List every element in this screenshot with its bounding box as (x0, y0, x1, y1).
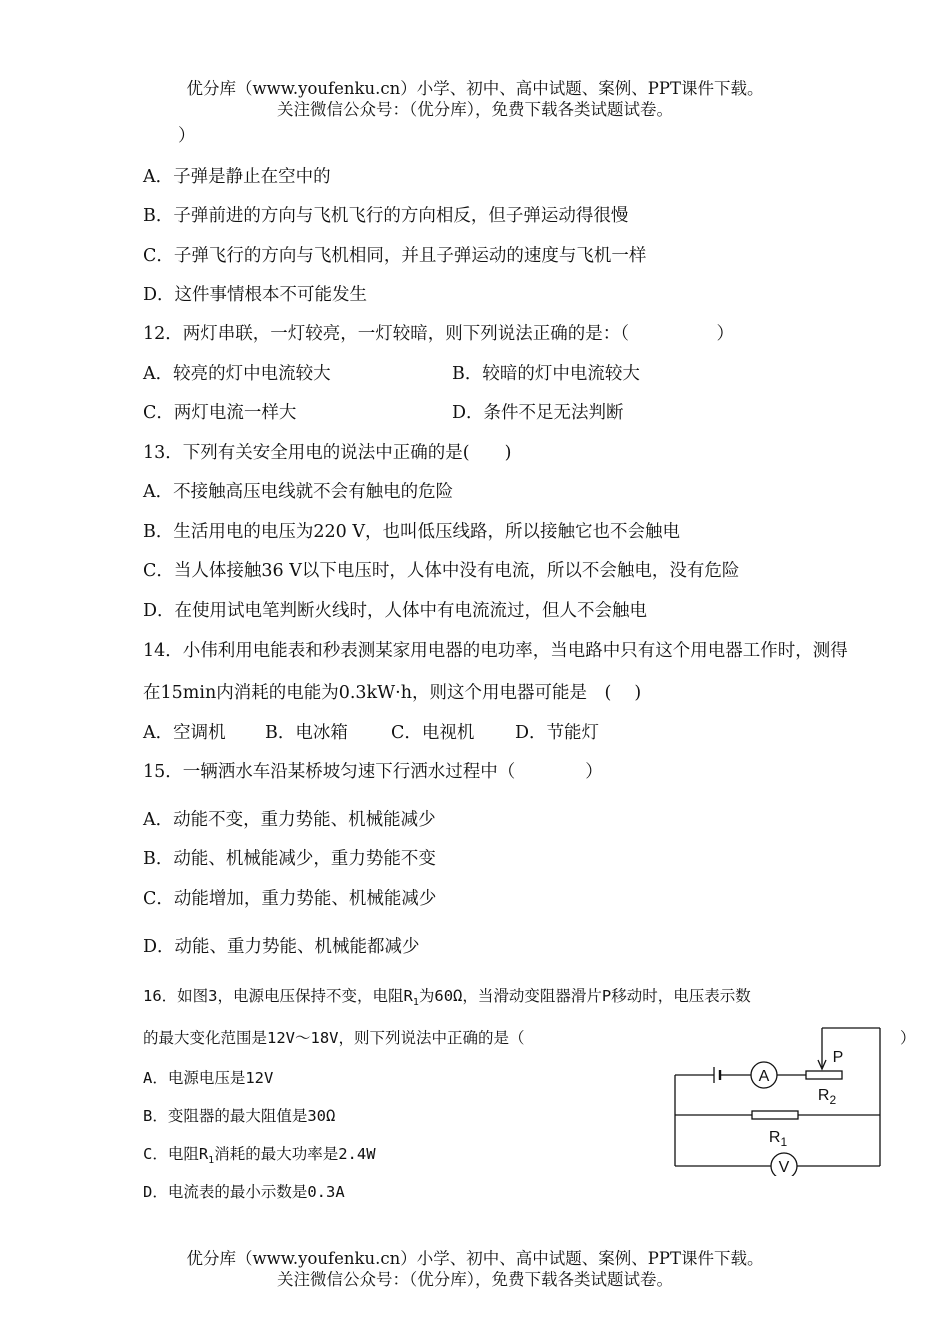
page-header (0, 78, 950, 120)
q15-stem: 15．一辆洒水车沿某桥坡匀速下行洒水过程中（ ） (143, 762, 603, 782)
q11-stem-tail: ） (178, 126, 196, 146)
q16-stem-line-2: 的最大变化范围是12V～18V，则下列说法中正确的是（ (143, 1029, 525, 1047)
q14-option-c: C．电视机 (391, 723, 475, 743)
q15-option-b: B．动能、机械能减少，重力势能不变 (143, 849, 436, 869)
voltmeter-label: V (778, 1159, 790, 1176)
r1-label (769, 1129, 788, 1149)
q14-options (143, 721, 599, 745)
q16-option-c-sub: 1 (208, 1155, 215, 1167)
circuit-diagram (670, 1024, 890, 1176)
q12-stem: 12．两灯串联，一灯较亮，一灯较暗，则下列说法正确的是：（ ） (143, 324, 735, 344)
q11-option-a: A．子弹是静止在空中的 (143, 167, 331, 187)
page-footer (0, 1248, 950, 1290)
q13-option-a: A．不接触高压电线就不会有触电的危险 (143, 482, 454, 502)
q11-option-d: D．这件事情根本不可能发生 (143, 285, 368, 305)
q12-option-a: A．较亮的灯中电流较大 (143, 364, 331, 384)
r1-letter: R (768, 1129, 781, 1146)
q13-option-c: C．当人体接触36 V以下电压时，人体中没有电流，所以不会触电，没有危险 (143, 561, 740, 581)
q16-option-c-post: 消耗的最大功率是2.4W (214, 1145, 376, 1163)
header-line-2: 关注微信公众号：（优分库），免费下载各类试题试卷。 (277, 100, 673, 119)
q16-stem-line-1 (143, 984, 751, 1015)
q15-option-d: D．动能、重力势能、机械能都减少 (143, 937, 420, 957)
q14-option-d: D．节能灯 (515, 723, 600, 743)
q16-stem-1-pre: 16．如图3，电源电压保持不变，电阻R (143, 987, 413, 1005)
q11-option-c: C．子弹飞行的方向与飞机相同，并且子弹运动的速度与飞机一样 (143, 246, 647, 266)
footer-line-2: 关注微信公众号：（优分库），免费下载各类试题试卷。 (277, 1270, 673, 1289)
q16-stem-1-post: 为60Ω，当滑动变阻器滑片P移动时，电压表示数 (418, 987, 751, 1005)
q13-option-d: D．在使用试电笔判断火线时，人体中有电流流过，但人不会触电 (143, 601, 648, 621)
r2-sub: 2 (829, 1093, 837, 1107)
q12-option-c: C．两灯电流一样大 (143, 403, 297, 423)
ammeter-label: A (758, 1068, 770, 1085)
q16-option-c-pre: C．电阻R (143, 1145, 209, 1163)
q16-stem-close-paren: ） (900, 1029, 916, 1047)
r2-letter: R (817, 1087, 830, 1104)
r2-label (818, 1087, 837, 1107)
q11-option-b: B．子弹前进的方向与飞机飞行的方向相反，但子弹运动得很慢 (143, 206, 629, 226)
q14-option-a: A．空调机 (143, 723, 226, 743)
header-line-1: 优分库（www.youfenku.cn）小学、初中、高中试题、案例、PPT课件下载。 (186, 79, 764, 98)
q12-option-b: B．较暗的灯中电流较大 (452, 364, 640, 384)
resistor-r1 (752, 1111, 798, 1119)
q16-option-d: D．电流表的最小示数是0.3A (143, 1183, 345, 1201)
q15-option-c: C．动能增加，重力势能、机械能减少 (143, 889, 437, 909)
q16-option-b: B．变阻器的最大阻值是30Ω (143, 1107, 336, 1125)
q13-stem: 13．下列有关安全用电的说法中正确的是( ) (143, 443, 512, 463)
q13-option-b: B．生活用电的电压为220 V，也叫低压线路，所以接触它也不会触电 (143, 522, 680, 542)
q15-option-a: A．动能不变，重力势能、机械能减少 (143, 810, 436, 830)
q14-stem-line-2: 在15min内消耗的电能为0.3kW·h，则这个用电器可能是 ( ) (143, 683, 642, 703)
q14-option-b: B．电冰箱 (265, 723, 348, 743)
rheostat-r2 (806, 1071, 842, 1079)
q16-stem-1-sub: 1 (412, 997, 419, 1009)
r1-sub: 1 (780, 1135, 788, 1149)
slider-p-label: P (832, 1049, 844, 1066)
q12-option-d: D．条件不足无法判断 (452, 403, 624, 423)
q16-option-c (143, 1142, 376, 1173)
footer-line-1: 优分库（www.youfenku.cn）小学、初中、高中试题、案例、PPT课件下载。 (186, 1249, 764, 1268)
q16-option-a: A．电源电压是12V (143, 1069, 274, 1087)
q14-stem-line-1: 14．小伟利用电能表和秒表测某家用电器的电功率，当电路中只有这个用电器工作时，测得 (143, 641, 848, 661)
